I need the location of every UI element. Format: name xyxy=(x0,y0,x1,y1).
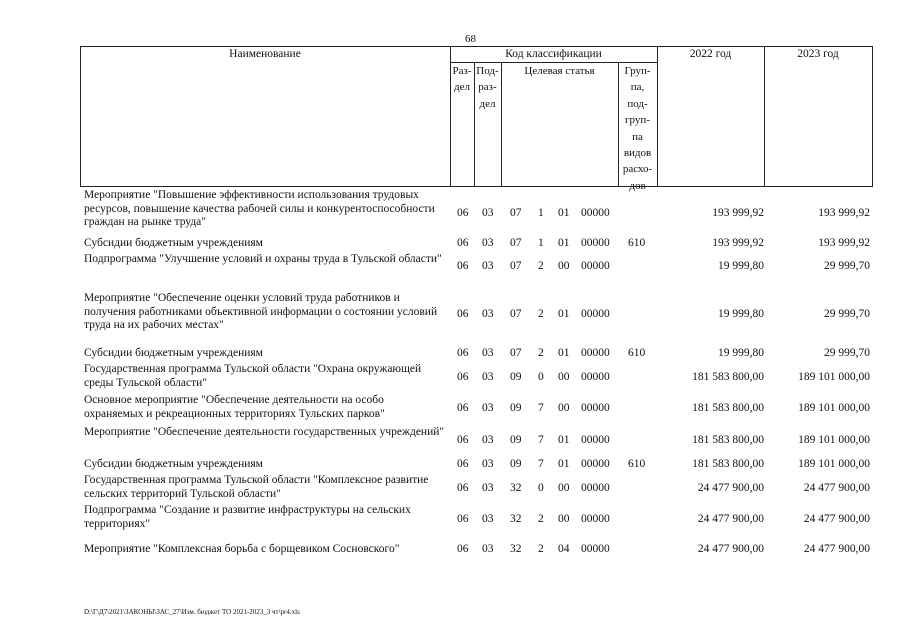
row-name: Подпрограмма "Создание и развитие инфраструктуры на сельских территориях" xyxy=(84,504,411,530)
row-code-r: 06 xyxy=(457,347,469,359)
row-code-t2: 0 xyxy=(538,482,544,494)
row-name: Государственная программа Тульской области "Охрана окружающей среды Тульской области" xyxy=(84,363,422,389)
row-code-t3: 01 xyxy=(558,347,570,359)
page-number: 68 xyxy=(465,33,476,45)
row-code-grp: 610 xyxy=(628,347,646,359)
row-value-2023: 24 477 900,00 xyxy=(803,513,870,525)
row-code-t1: 32 xyxy=(510,543,522,555)
row-code-t3: 01 xyxy=(558,207,570,219)
row-code-t3: 00 xyxy=(558,513,570,525)
row-code-t3: 01 xyxy=(558,458,570,470)
row-code-t3: 00 xyxy=(558,260,570,272)
row-name: Мероприятие "Обеспечение деятельности государственных учреждений" xyxy=(84,426,445,438)
header-razdel: Раз- дел xyxy=(452,65,472,94)
row-name: Подпрограмма "Улучшение условий и охраны труда в Тульской области" xyxy=(84,253,442,265)
row-value-2023: 189 101 000,00 xyxy=(798,402,870,414)
row-value-2023: 189 101 000,00 xyxy=(798,434,870,446)
row-code-pr: 03 xyxy=(482,458,494,470)
row-code-t2: 7 xyxy=(538,434,544,446)
row-code-pr: 03 xyxy=(482,434,494,446)
file-path-footer: D:\Г\Д7\2021\ЗАКОНЫ\ЗАС_27\Изм. бюджет ТО 2021-2023_3 чт\pr4.xls xyxy=(84,608,300,616)
row-code-t2: 1 xyxy=(538,237,544,249)
row-code-t1: 09 xyxy=(510,458,522,470)
row-name: Государственная программа Тульской области "Комплексное развитие сельских территорий Тульской области" xyxy=(84,474,429,500)
row-code-grp: 610 xyxy=(628,237,646,249)
row-value-2022: 181 583 800,00 xyxy=(692,434,764,446)
row-name: Мероприятие "Повышение эффективности использования трудовых ресурсов, повышение качества рабочей силы и конкурентоспособности граждан на рынке труда" xyxy=(84,189,435,229)
row-code-t3: 01 xyxy=(558,308,570,320)
header-name: Наименование xyxy=(229,48,301,60)
row-code-pr: 03 xyxy=(482,513,494,525)
row-code-t4: 00000 xyxy=(581,347,610,359)
row-code-pr: 03 xyxy=(482,308,494,320)
row-code-t2: 2 xyxy=(538,543,544,555)
row-code-t4: 00000 xyxy=(581,458,610,470)
row-name: Мероприятие "Комплексная борьба с борщевиком Сосновского" xyxy=(84,543,400,555)
row-name: Субсидии бюджетным учреждениям xyxy=(84,458,263,470)
header-year-2022: 2022 год xyxy=(689,48,732,60)
row-code-r: 06 xyxy=(457,371,469,383)
row-value-2023: 193 999,92 xyxy=(818,237,870,249)
row-code-t2: 7 xyxy=(538,402,544,414)
row-code-t1: 09 xyxy=(510,402,522,414)
row-code-t3: 00 xyxy=(558,402,570,414)
row-code-t2: 7 xyxy=(538,458,544,470)
row-code-pr: 03 xyxy=(482,543,494,555)
row-value-2022: 193 999,92 xyxy=(712,237,764,249)
row-name: Основное мероприятие "Обеспечение деятельности на особо охраняемых и рекреационных территориях Тульских парков" xyxy=(84,394,385,420)
row-code-pr: 03 xyxy=(482,371,494,383)
header-expense-group: Груп- па, под- груп- па видов расхо- дов xyxy=(622,65,653,192)
row-code-t1: 07 xyxy=(510,237,522,249)
row-code-t4: 00000 xyxy=(581,237,610,249)
row-code-t3: 00 xyxy=(558,371,570,383)
row-code-t2: 2 xyxy=(538,260,544,272)
row-code-pr: 03 xyxy=(482,207,494,219)
row-code-t3: 01 xyxy=(558,434,570,446)
row-code-t4: 00000 xyxy=(581,260,610,272)
row-value-2022: 193 999,92 xyxy=(712,207,764,219)
row-value-2022: 24 477 900,00 xyxy=(697,543,764,555)
row-code-r: 06 xyxy=(457,458,469,470)
row-code-r: 06 xyxy=(457,434,469,446)
row-code-r: 06 xyxy=(457,260,469,272)
row-code-t1: 32 xyxy=(510,513,522,525)
row-code-t1: 07 xyxy=(510,308,522,320)
header-year-2023: 2023 год xyxy=(797,48,839,60)
row-name: Мероприятие "Обеспечение оценки условий труда работников и получения работниками объективной информации о состоянии условий труда на их рабочих местах" xyxy=(84,292,438,332)
row-code-t4: 00000 xyxy=(581,402,610,414)
row-code-t4: 00000 xyxy=(581,543,610,555)
row-code-r: 06 xyxy=(457,543,469,555)
row-code-pr: 03 xyxy=(482,402,494,414)
row-code-t2: 2 xyxy=(538,347,544,359)
row-code-t2: 0 xyxy=(538,371,544,383)
row-code-t3: 04 xyxy=(558,543,570,555)
row-code-pr: 03 xyxy=(482,237,494,249)
row-value-2023: 24 477 900,00 xyxy=(803,543,870,555)
header-classification: Код классификации xyxy=(505,48,602,60)
row-code-t2: 2 xyxy=(538,308,544,320)
row-code-t4: 00000 xyxy=(581,308,610,320)
row-code-pr: 03 xyxy=(482,260,494,272)
row-code-t1: 32 xyxy=(510,482,522,494)
row-value-2022: 24 477 900,00 xyxy=(697,482,764,494)
row-code-t4: 00000 xyxy=(581,207,610,219)
header-target-article: Целевая статья xyxy=(524,65,595,77)
row-value-2022: 19 999,80 xyxy=(718,347,764,359)
row-code-pr: 03 xyxy=(482,482,494,494)
row-value-2022: 181 583 800,00 xyxy=(692,458,764,470)
row-code-r: 06 xyxy=(457,513,469,525)
row-value-2023: 29 999,70 xyxy=(824,260,870,272)
row-code-t3: 01 xyxy=(558,237,570,249)
row-code-t1: 07 xyxy=(510,347,522,359)
row-code-r: 06 xyxy=(457,237,469,249)
header-podrazdel: Под- раз- дел xyxy=(476,65,499,110)
row-value-2023: 189 101 000,00 xyxy=(798,458,870,470)
row-code-t4: 00000 xyxy=(581,434,610,446)
row-value-2022: 19 999,80 xyxy=(718,308,764,320)
row-value-2023: 24 477 900,00 xyxy=(803,482,870,494)
row-code-grp: 610 xyxy=(628,458,646,470)
row-name: Субсидии бюджетным учреждениям xyxy=(84,237,263,249)
row-code-r: 06 xyxy=(457,402,469,414)
row-value-2023: 193 999,92 xyxy=(818,207,870,219)
row-value-2023: 29 999,70 xyxy=(824,347,870,359)
row-value-2023: 189 101 000,00 xyxy=(798,371,870,383)
row-code-r: 06 xyxy=(457,308,469,320)
row-value-2022: 19 999,80 xyxy=(718,260,764,272)
row-value-2023: 29 999,70 xyxy=(824,308,870,320)
row-code-t1: 09 xyxy=(510,434,522,446)
row-code-t4: 00000 xyxy=(581,371,610,383)
row-code-t3: 00 xyxy=(558,482,570,494)
row-code-t4: 00000 xyxy=(581,482,610,494)
row-name: Субсидии бюджетным учреждениям xyxy=(84,347,263,359)
row-code-t2: 2 xyxy=(538,513,544,525)
row-value-2022: 24 477 900,00 xyxy=(697,513,764,525)
row-code-t1: 07 xyxy=(510,260,522,272)
row-code-r: 06 xyxy=(457,207,469,219)
row-code-t2: 1 xyxy=(538,207,544,219)
row-code-t1: 09 xyxy=(510,371,522,383)
row-code-r: 06 xyxy=(457,482,469,494)
row-code-pr: 03 xyxy=(482,347,494,359)
row-code-t4: 00000 xyxy=(581,513,610,525)
row-value-2022: 181 583 800,00 xyxy=(692,371,764,383)
row-code-t1: 07 xyxy=(510,207,522,219)
row-value-2022: 181 583 800,00 xyxy=(692,402,764,414)
